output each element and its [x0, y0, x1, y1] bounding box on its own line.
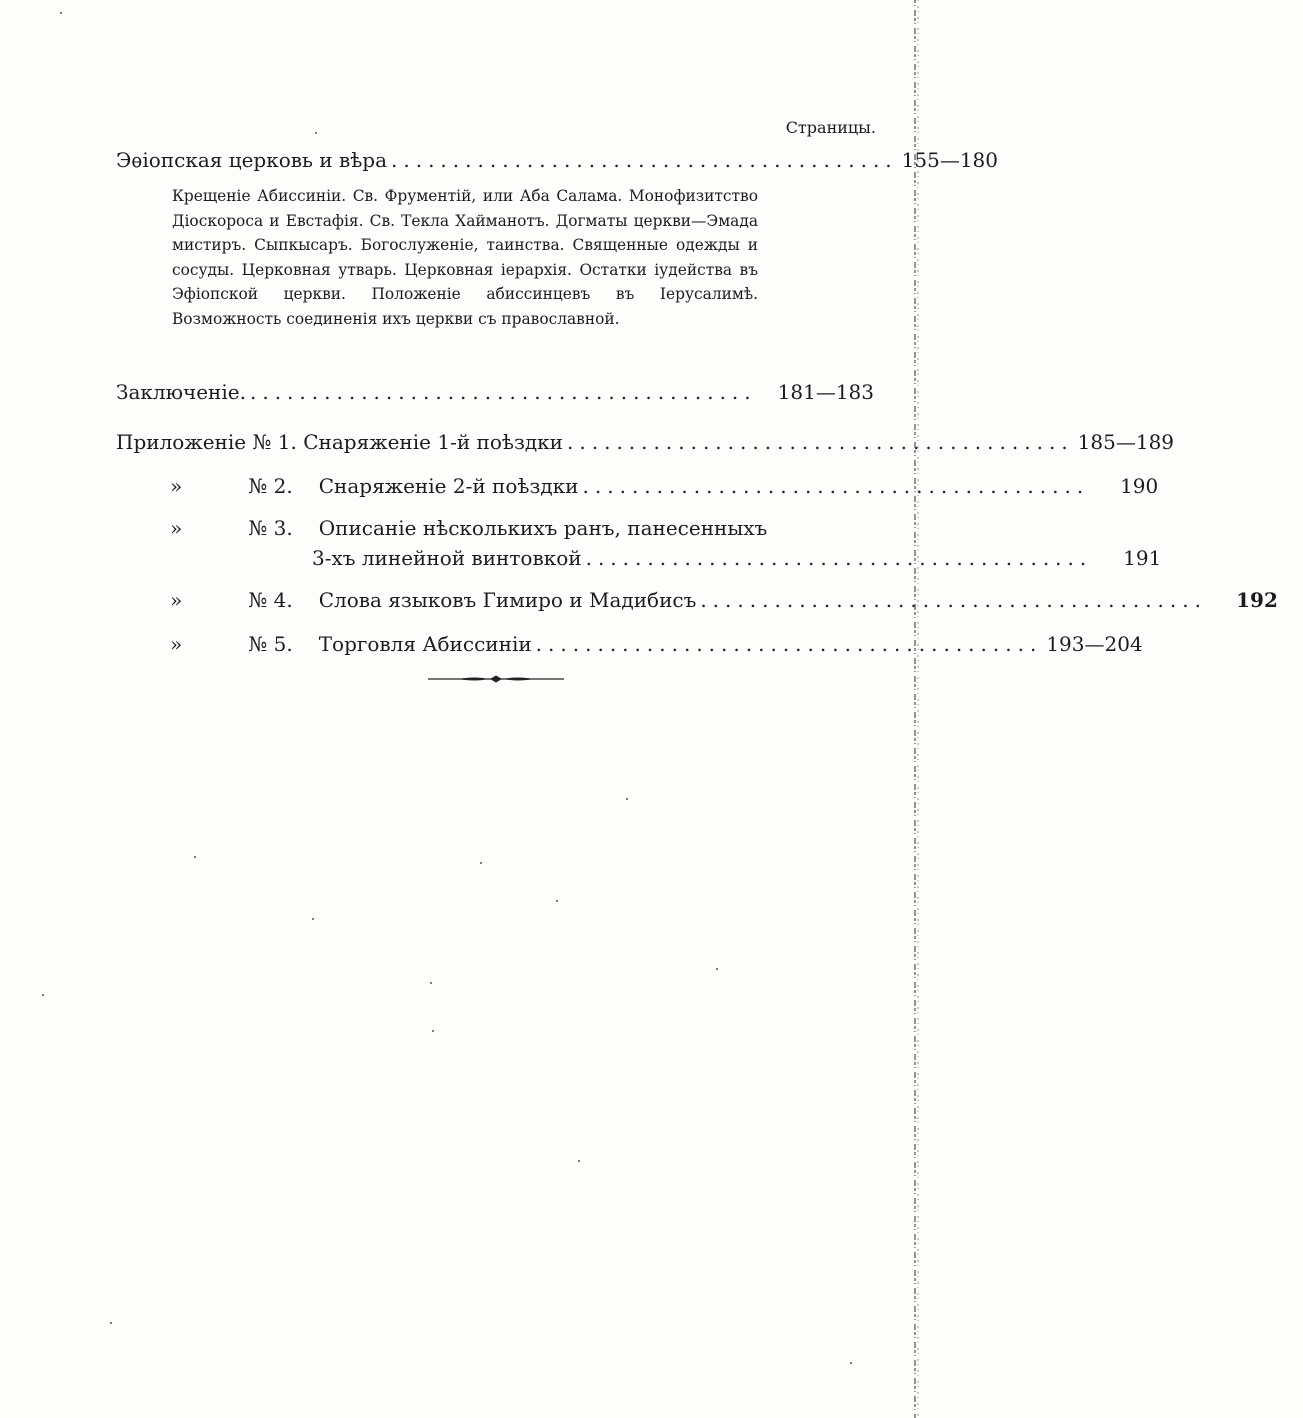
appendix-pages: 192	[1236, 588, 1278, 612]
appendix-title: Снаряженіе 1-й поѣздки	[303, 430, 564, 454]
dot-leader: .........................................	[700, 588, 1207, 612]
entry-title: Эѳіопская церковь и вѣра	[116, 148, 387, 172]
appendix-title: Снаряженіе 2-й поѣздки	[318, 474, 579, 498]
entry-pages: 181—183	[777, 380, 874, 404]
ditto-mark: »	[170, 516, 183, 540]
paper-speck	[578, 1160, 580, 1162]
paper-speck	[716, 968, 718, 970]
appendix-number: № 4.	[248, 588, 293, 612]
paper-speck	[110, 1322, 112, 1324]
appendix-title: Описаніе нѣсколькихъ ранъ, панесенныхъ	[318, 516, 768, 540]
appendix-pages: 191	[1123, 546, 1162, 570]
appendix-title: Торговля Абиссиніи	[318, 632, 532, 656]
paper-speck	[432, 1030, 434, 1032]
paper-speck	[480, 862, 482, 864]
appendix-label: Приложеніе	[116, 430, 247, 454]
end-ornament	[428, 674, 564, 684]
toc-appendix-4	[116, 588, 1278, 612]
ditto-mark: »	[170, 632, 183, 656]
toc-appendix-1	[116, 430, 1175, 454]
toc-entry-ethiopian-church	[116, 148, 999, 172]
paper-speck	[312, 918, 314, 920]
paper-speck	[194, 856, 196, 858]
paper-speck	[556, 900, 558, 902]
appendix-number: № 1.	[252, 430, 297, 454]
appendix-title: Слова языковъ Гимиро и Мадибисъ	[318, 588, 697, 612]
toc-appendix-3-continuation	[312, 546, 1162, 570]
ditto-mark: »	[170, 588, 183, 612]
appendix-pages: 190	[1120, 474, 1159, 498]
paper-speck	[626, 798, 628, 800]
toc-appendix-2	[116, 474, 1159, 498]
dot-leader: .........................................	[582, 474, 1090, 498]
appendix-number: № 5.	[248, 632, 293, 656]
ditto-mark: »	[170, 474, 183, 498]
dot-leader: .........................................	[249, 380, 757, 404]
appendix-number: № 3.	[248, 516, 293, 540]
appendix-number: № 2.	[248, 474, 293, 498]
paper-speck	[60, 12, 62, 14]
appendix-pages: 185—189	[1077, 430, 1175, 454]
pages-column-header: Страницы.	[785, 118, 876, 137]
paper-speck	[42, 994, 44, 996]
toc-appendix-3	[116, 516, 874, 540]
entry-title: Заключеніе.	[116, 380, 246, 404]
binding-edge-shadow	[906, 0, 922, 1418]
dot-leader: .........................................	[585, 546, 1093, 570]
toc-entry-conclusion	[116, 380, 874, 404]
dot-leader: .........................................	[567, 430, 1074, 454]
dot-leader: .........................................	[535, 632, 1043, 656]
entry-summary: Крещеніе Абиссиніи. Св. Фрументій, или Аба Салама. Монофизитство Діоскороса и Евстафія. Св. Текла Хайманотъ. Догматы церкви—Эмада мистиръ. Сыпкысаръ. Богослуженіе, таинства. Священные одежды и сосуды. Церковная утварь. Церковная іерархія. Остатки іудейства въ Эфіопской церкви. Положеніе абиссинцевъ въ Іерусалимѣ. Возможность соединенія ихъ церкви съ православной.	[172, 187, 758, 328]
toc-appendix-5	[116, 632, 1143, 656]
paper-speck	[430, 982, 432, 984]
appendix-title-continuation: 3-хъ линейной винтовкой	[312, 546, 582, 570]
appendix-pages: 193—204	[1046, 632, 1143, 656]
paper-speck	[315, 132, 317, 134]
entry-pages: 155—180	[901, 148, 999, 172]
dot-leader: .........................................	[391, 148, 898, 172]
paper-speck	[850, 1362, 852, 1364]
